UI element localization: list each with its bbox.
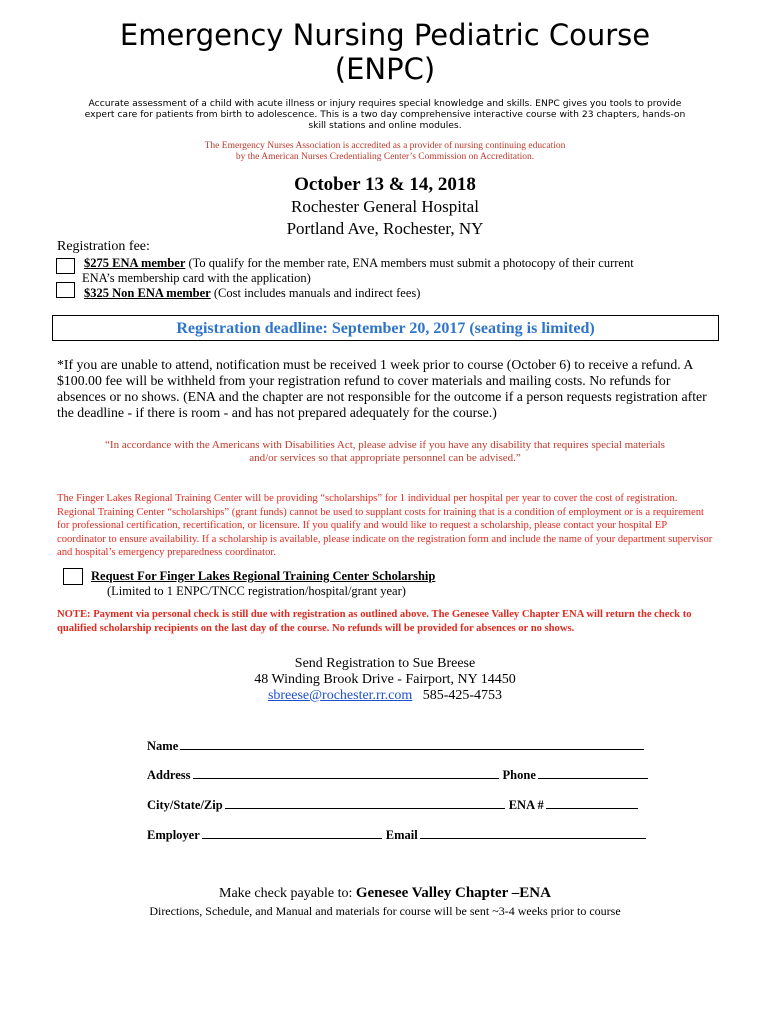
address-label: Address — [147, 768, 191, 782]
page-title — [0, 18, 770, 86]
accreditation-statement — [80, 141, 690, 163]
event-date: October 13 & 14, 2018 — [294, 174, 476, 195]
address-phone-row — [147, 766, 652, 783]
name-field[interactable] — [180, 737, 644, 750]
event-address: Portland Ave, Rochester, NY — [286, 219, 484, 238]
non-ena-member-checkbox[interactable] — [56, 282, 75, 298]
payment-note: NOTE: Payment via personal check is still due with registration as outlined above. The Genesee Valley Chapter ENA will return the check to qualified scholarship recipients on the last day of the course. No refunds will be provided for absences or no shows. — [57, 609, 692, 634]
ada-line-2: and/or services so that appropriate personnel can be advised.” — [249, 452, 521, 464]
name-field-row — [147, 737, 648, 754]
ena-member-note: (To qualify for the member rate, ENA members must submit a photocopy of their current — [185, 256, 634, 270]
ena-number-label: ENA # — [508, 798, 544, 812]
ena-member-note-line2: ENA’s membership card with the application) — [82, 271, 311, 285]
address-field[interactable] — [193, 766, 499, 779]
ada-line-1: “In accordance with the Americans with Disabilities Act, please advise if you have any disability that requires special materials — [105, 439, 665, 451]
email-label: Email — [385, 828, 418, 842]
ena-member-option — [84, 256, 704, 271]
phone-label: Phone — [502, 768, 536, 782]
payable-label: Make check payable to: — [219, 886, 356, 901]
event-venue: Rochester General Hospital — [291, 197, 479, 216]
scholarship-info: The Finger Lakes Regional Training Center will be providing “scholarships” for 1 individual per hospital per year to cover the cost of registration. Regional Training Center “scholarships” (grant funds) cannot be used to supplant costs for training that is a condition of employment or is a requirement for professional certification, recertification, or licensure. If you qualify and would like to request a scholarship, please contact your hospital EP coordinator to ensure availability. If a scholarship is available, please indicate on the registration form and include the name of your department supervisor and hospital’s emergency preparedness coordinator. — [57, 493, 713, 558]
scholarship-request-sub: (Limited to 1 ENPC/TNCC registration/hospital/grant year) — [107, 584, 406, 598]
employer-label: Employer — [147, 828, 200, 842]
non-ena-member-price: $325 Non ENA member — [84, 286, 211, 300]
non-ena-member-note: (Cost includes manuals and indirect fees) — [210, 286, 421, 300]
accreditation-line-1: The Emergency Nurses Association is accredited as a provider of nursing continuing education — [204, 141, 566, 151]
city-state-zip-label: City/State/Zip — [147, 798, 223, 812]
ada-statement — [80, 439, 690, 465]
city-ena-row — [147, 796, 642, 813]
title-line-2: (ENPC) — [334, 52, 436, 86]
directions-note: Directions, Schedule, and Manual and materials for course will be sent ~3-4 weeks prior to course — [149, 904, 621, 918]
non-ena-member-option — [84, 286, 420, 301]
refund-policy: *If you are unable to attend, notification must be received 1 week prior to course (October 6) to receive a refund. A $100.00 fee will be withheld from your registration refund to cover materials and mailing costs. No refunds for absences or no shows. (ENA and the chapter are not responsible for the outcome if a person requests registration after the deadline - if there is room - and has not prepared adequately for the course.) — [57, 357, 707, 420]
contact-phone: 585-425-4753 — [422, 688, 503, 703]
course-intro: Accurate assessment of a child with acute illness or injury requires special knowledge and skills. ENPC gives you tools to provide expert care for patients from birth to adolescence. This is a two day comprehensive interactive course with 23 chapters, hands-on skill stations and online modules. — [84, 98, 686, 131]
accreditation-line-2: by the American Nurses Credentialing Center’s Commission on Accreditation. — [235, 152, 535, 162]
scholarship-request-label: Request For Finger Lakes Regional Training Center Scholarship — [91, 569, 436, 583]
ena-member-checkbox[interactable] — [56, 258, 75, 274]
payable-to — [0, 885, 770, 902]
email-field[interactable] — [420, 826, 646, 839]
phone-field[interactable] — [538, 766, 648, 779]
payable-name: Genesee Valley Chapter –ENA — [355, 885, 551, 901]
send-to-contact — [0, 688, 770, 704]
registration-deadline: Registration deadline: September 20, 2017 (seating is limited) — [52, 315, 719, 341]
scholarship-request-checkbox[interactable] — [63, 568, 83, 585]
registration-fee-label: Registration fee: — [57, 239, 150, 254]
employer-email-row — [147, 826, 650, 843]
contact-email-link[interactable]: sbreese@rochester.rr.com — [267, 688, 413, 703]
send-to-line-2: 48 Winding Brook Drive - Fairport, NY 14450 — [254, 672, 516, 687]
title-line-1: Emergency Nursing Pediatric Course — [119, 18, 651, 52]
scholarship-request — [91, 569, 435, 599]
ena-number-field[interactable] — [546, 796, 638, 809]
name-label: Name — [147, 739, 179, 753]
ena-member-price: $275 ENA member — [84, 256, 186, 270]
send-to-line-1: Send Registration to Sue Breese — [294, 656, 476, 671]
city-state-zip-field[interactable] — [225, 796, 505, 809]
employer-field[interactable] — [202, 826, 382, 839]
